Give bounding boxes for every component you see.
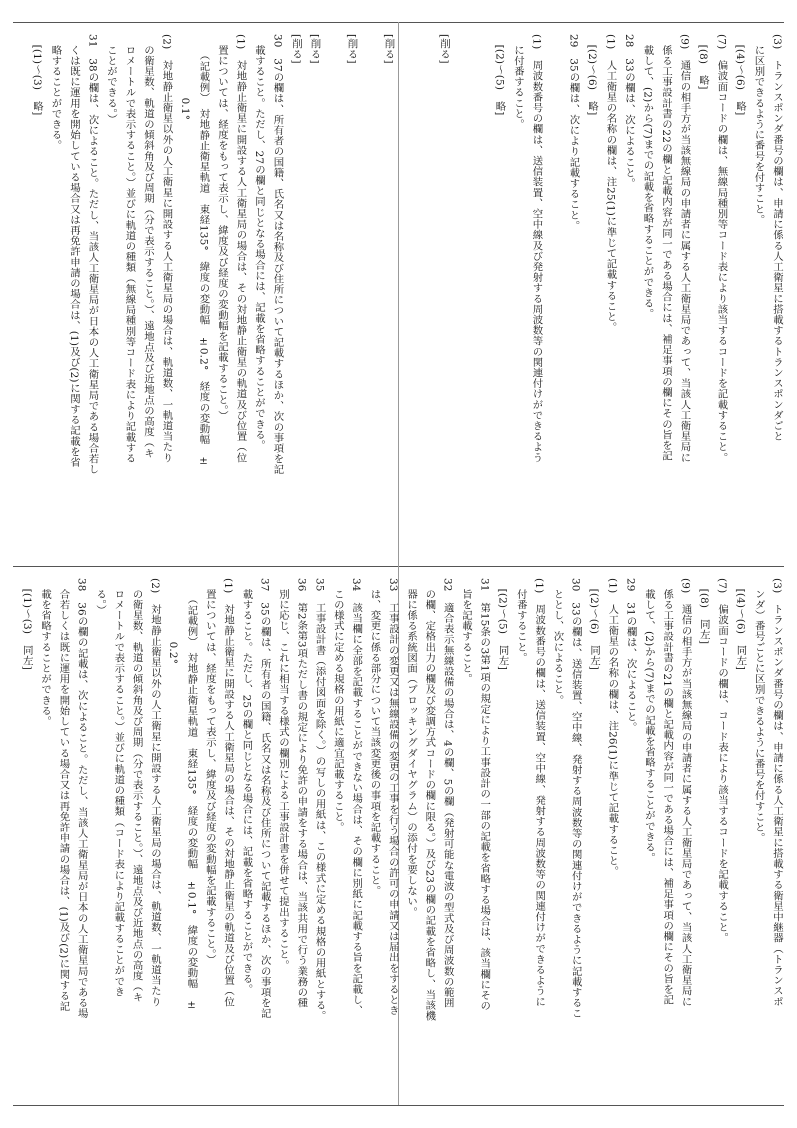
upper-text-line: に区別できるように番号を付すこと。 [752, 34, 765, 225]
upper-text-line: [削る] [438, 34, 450, 64]
lower-text-line: [(8) 同左] [697, 578, 710, 645]
lower-text-line: (1) 周波数番号の欄は、送信装置、空中線、発射する周波数等の関連付けができるように [533, 578, 546, 1007]
upper-text-line: 29 35の欄は、次により記載すること。 [567, 34, 580, 231]
upper-text-line [361, 34, 380, 560]
upper-text-line [546, 34, 565, 560]
lower-text-line: [(2)〜(5) 同左] [496, 578, 509, 671]
lower-text-line: 37 35の欄は、所有者の国籍、氏名又は名称及び住所について記載するほか、次の事項を記 [258, 578, 271, 1019]
upper-text-line: 載して、(2)から(7)までの記載を省略することができる。 [641, 34, 654, 320]
upper-text-line: [削る] [290, 34, 302, 64]
upper-text-line: (2) 対地静止衛星以外の人工衛星に開設する人工衛星局の場合は、軌道数、一軌道当たり [160, 34, 173, 463]
upper-text-line: [(1)〜(3) 略] [31, 34, 43, 116]
upper-text-line: [(2)〜(5) 略] [493, 34, 506, 116]
upper-text-line [416, 34, 435, 560]
upper-text-line: 31 38の欄は、次によること。ただし、当該人工衛星局が日本の人工衛星局である場合若し [86, 34, 99, 475]
upper-text-line: (1) 周波数番号の欄は、送信装置、空中線及び発射する周波数等の関連付けができるよう [530, 34, 543, 463]
upper-text-line [472, 34, 491, 560]
lower-text-line: (1) 人工衛星の名称の欄は、注26(1)に準じて記載すること。 [606, 578, 619, 877]
upper-text-line [453, 34, 472, 560]
lower-text-line: 29 31の欄は、次によること。 [624, 578, 637, 733]
lower-text-line: 置については、経度をもって表示し、緯度及び経度の変動幅を記載すること。） [203, 578, 216, 965]
upper-text-line [324, 34, 343, 560]
upper-text-line: (1) 対地静止衛星に開設する人工衛星局の場合は、その対地静止衛星の軌道及び位置（位 [234, 34, 247, 463]
lower-text-line: (2) 対地静止衛星以外の人工衛星に開設する人工衛星局の場合は、軌道数、一軌道当たり [148, 578, 161, 1007]
upper-text-line: [(8) 略] [697, 34, 709, 90]
bottom-rule [13, 1105, 784, 1106]
upper-text-line: (1) 人工衛星の名称の欄は、注25(1)に準じて記載すること。 [604, 34, 617, 333]
upper-text-line: くは既に運用を開始している場合又は再免許申請の場合は、(1)及び(2)に関する記載を省 [68, 34, 80, 468]
upper-text-line: (9) 通信の相手方が当該無線局の申請者に属する人工衛星局であって、当該人工衛星局に [678, 34, 691, 463]
lower-text-line: 34 該当欄に全部を記載することができない場合は、その欄に別紙に記載する旨を記載し、 [350, 578, 363, 1016]
lower-text-line: （記載例） 対地静止衛星軌道 東経135° 経度の変動幅 ±0.1° 緯度の変動幅 ± [185, 578, 198, 1012]
upper-text-line: (3) トランスポンダ番号の欄は、申請に係る人工衛星に搭載するトランスポンダごと [771, 34, 783, 442]
upper-text-line: [(2)〜(6) 略] [586, 34, 598, 116]
lower-text-line: 32 適合表示無線設備の場合は、4の欄、5の欄（発射可能な電波の型式及び周波数の範囲 [441, 578, 454, 1009]
lower-text-line: 33 工事設計の変更又は無線設備の変更の工事を行う場合の許可の申請又は届出をするとき [386, 578, 399, 1016]
lower-text-line: (9) 通信の相手方が当該無線局の申請者に属する人工衛星局であって、当該人工衛星局に [679, 578, 692, 1007]
lower-text-line: 載すること。ただし、25の欄と同じとなる場合には、記載を省略することができる。 [240, 578, 253, 995]
lower-text-line: る。） [94, 578, 107, 616]
lower-text-line: (3) トランスポンダ番号の欄は、申請に係る人工衛星に搭載する衛星中継器（トランスポ [771, 578, 783, 1007]
lower-text-line: [(1)〜(3) 同左] [20, 578, 33, 671]
lower-text-line: 31 第15条の3第1項の規定により工事設計の一部の記載を省略する場合は、該当欄にその [478, 578, 491, 1012]
lower-text-line: (1) 対地静止衛星に開設する人工衛星局の場合は、その対地静止衛星の軌道及び位置（位 [222, 578, 235, 1007]
lower-text-line: 38 36の欄の記載は、次によること。ただし、当該人工衛星局が日本の人工衛星局である場 [75, 578, 88, 1019]
upper-text-line: [削る] [308, 34, 321, 64]
upper-text-block [14, 34, 786, 560]
lower-text-line: の衛星数、軌道の傾斜角及び周期（分で表示すること。）、遠地点及び近地点の高度（キ [130, 578, 143, 1003]
lower-text-line: 載を省略することができる。 [39, 578, 52, 727]
upper-text-line: ロメートルで表示すること。）並びに軌道の種類（無線局種別等コード表により記載する [123, 34, 136, 464]
upper-text-line: 置については、経度をもって表示し、緯度及び経度の変動幅を記載すること。） [216, 34, 228, 421]
upper-text-line: [削る] [345, 34, 358, 64]
lower-text-line: 係る工事設計書の21の欄と記載内容が同一である場合には、補足事項の欄にその旨を記 [661, 578, 674, 1006]
lower-text-line: 付番すること。 [514, 578, 527, 663]
lower-text-line: は、変更に係る部分について当該変更後の事項を記載すること。 [368, 578, 381, 896]
upper-text-line: （記載例） 対地静止衛星軌道 東経135° 緯度の変動幅 ±0.2° 経度の変動幅 ± [197, 34, 210, 468]
lower-text-line: 30 33の欄は、送信装置、空中線、発射する周波数等の関連付けができるように記載するこ [569, 578, 582, 1019]
lower-text-line: の欄、定格出力の欄及び変調方式コードの欄に限る。）及び23の欄の記載を省略し、当該機 [423, 578, 436, 1022]
lower-text-line: 35 工事設計書（添付図面を除く。）の写しの用紙は、この様式に定める規格の用紙とする。 [313, 578, 326, 1022]
upper-text-line: 0.1° [179, 34, 191, 121]
lower-text-line: [(2)〜(6) 同左] [588, 578, 601, 671]
upper-text-line: 係る工事設計書の22の欄と記載内容が同一である場合には、補足事項の欄にその旨を記 [660, 34, 672, 462]
lower-text-line: 0.2° [167, 578, 180, 665]
upper-text-line: に付番すること。 [512, 34, 524, 130]
upper-text-line: 30 37の欄は、所有者の国籍、氏名又は名称及び住所について記載するほか、次の事項を記 [271, 34, 284, 475]
lower-text-line: ととし、次によること。 [551, 578, 564, 706]
lower-text-line: 器に係る系統図面（ブロッキングダイヤグラム）の添付を要しない。 [405, 578, 418, 918]
upper-text-line: の衛星数、軌道の傾斜角及び周期（分で表示すること。）、遠地点及び近地点の高度（キ [142, 34, 154, 459]
upper-text-line [398, 34, 417, 560]
lower-text-line: 合若しくは既に運用を開始している場合又は再免許申請の場合は、(1)及び(2)に関する記 [57, 578, 70, 1012]
upper-text-line: 28 33の欄は、次によること。 [623, 34, 635, 189]
upper-text-line: ことができる。） [105, 34, 117, 125]
lower-text-block [14, 578, 786, 1100]
lower-text-line: 36 第2条第3項ただし書の規定により免許の申請をする場合は、当該共用で行う業務の種 [295, 578, 308, 1009]
upper-text-line: (7) 偏波面コードの欄は、無線局種別等コード表により該当するコードを記載すること。 [715, 34, 728, 463]
upper-text-line: [(4)〜(6) 略] [734, 34, 746, 116]
lower-text-line: 旨を記載すること。 [459, 578, 472, 684]
lower-text-line: 別に応じ、これに相当する様式の欄別による工事設計書を併せて提出すること。 [276, 578, 289, 971]
lower-text-line: ンダ）番号ごとに区別できるように番号を付すこと。 [752, 578, 765, 843]
lower-text-line: この様式に定める規格の用紙に適宜記載すること。 [331, 578, 344, 833]
upper-text-line: [削る] [382, 34, 395, 64]
lower-text-line: (7) 偏波面コードの欄は、コード表により該当するコードを記載すること。 [716, 578, 729, 944]
lower-text-line: [(4)〜(6) 同左] [734, 578, 747, 671]
upper-text-line: 載すること。ただし、27の欄と同じとなる場合には、記載を省略することができる。 [253, 34, 265, 451]
lower-text-line: 載して、(2)から(7)までの記載を省略することができる。 [642, 578, 655, 864]
upper-text-line: 略することができる。 [49, 34, 62, 151]
lower-text-line: ロメートルで表示すること。）並びに軌道の種類（コード表により記載することができ [112, 578, 125, 997]
